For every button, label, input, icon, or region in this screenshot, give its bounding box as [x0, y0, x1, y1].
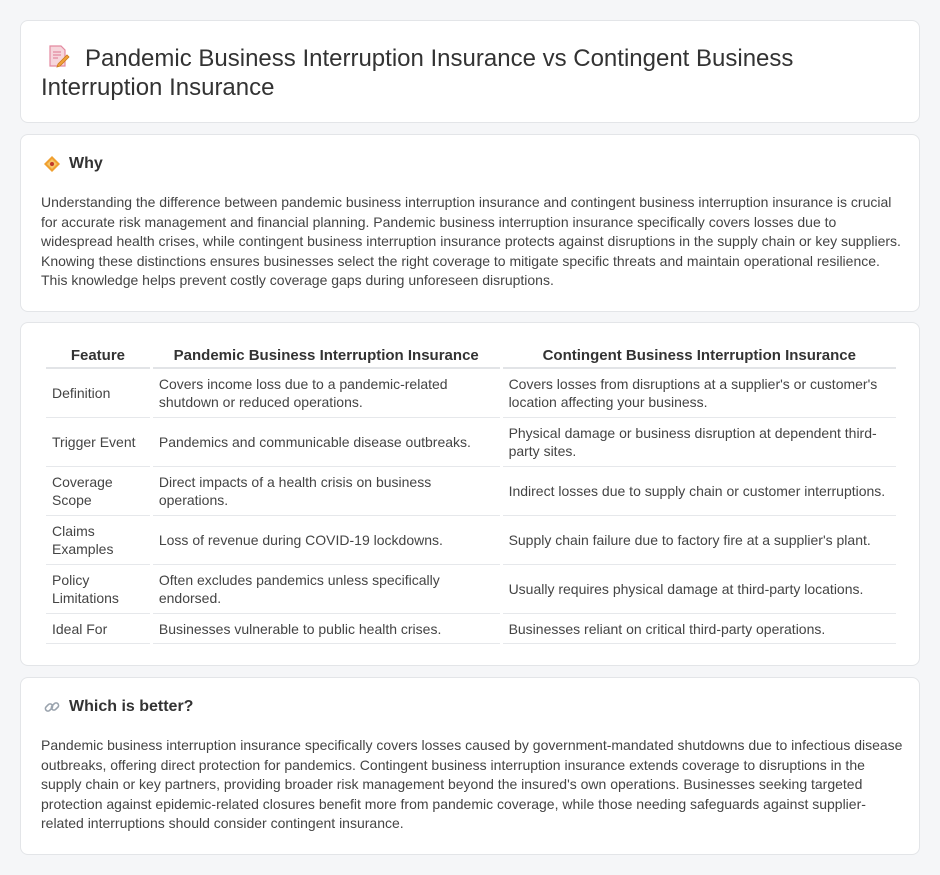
why-section	[20, 134, 920, 312]
comparison-table	[43, 343, 899, 644]
row-contingent: Covers losses from disruptions at a supplier's or customer's location affecting your business.	[503, 369, 896, 418]
row-pandemic: Covers income loss due to a pandemic-related shutdown or reduced operations.	[153, 369, 500, 418]
row-feature: Definition	[46, 369, 150, 418]
row-feature: Coverage Scope	[46, 467, 150, 516]
row-contingent: Indirect losses due to supply chain or customer interruptions.	[503, 467, 896, 516]
row-pandemic: Pandemics and communicable disease outbreaks.	[153, 418, 500, 467]
row-feature: Claims Examples	[46, 516, 150, 565]
row-contingent: Usually requires physical damage at third-party locations.	[503, 565, 896, 614]
comparison-card	[20, 322, 920, 666]
table-row	[46, 418, 896, 467]
row-feature: Policy Limitations	[46, 565, 150, 614]
row-feature: Trigger Event	[46, 418, 150, 467]
table-header-pandemic: Pandemic Business Interruption Insurance	[153, 343, 500, 369]
which-better-section	[20, 677, 920, 855]
title-label: Pandemic Business Interruption Insurance vs Contingent Business Interruption Insurance	[41, 45, 794, 101]
why-body: Understanding the difference between pandemic business interruption insurance and contingent business interruption insurance is crucial for accurate risk management and financial planning. Pandemic business interruption insurance specifically covers losses due to widespread health crises, while contingent business interruption insurance protects against disruptions in the supply chain or key suppliers. Knowing these distinctions ensures businesses select the right coverage to mitigate specific threats and maintain operational resilience. This knowledge helps prevent costly coverage gaps during unforeseen disruptions.	[41, 194, 901, 289]
row-pandemic: Direct impacts of a health crisis on business operations.	[153, 467, 500, 516]
table-row	[46, 467, 896, 516]
better-heading: Which is better?	[69, 698, 194, 715]
row-pandemic: Loss of revenue during COVID-19 lockdowns.	[153, 516, 500, 565]
warning-diamond-icon	[43, 155, 61, 173]
row-contingent: Supply chain failure due to factory fire at a supplier's plant.	[503, 516, 896, 565]
better-heading-row	[43, 698, 193, 716]
page-title	[41, 43, 901, 102]
table-header-contingent: Contingent Business Interruption Insurance	[503, 343, 896, 369]
table-header-row	[46, 343, 896, 369]
table-row	[46, 565, 896, 614]
title-card	[20, 20, 920, 123]
table-row	[46, 516, 896, 565]
row-pandemic: Often excludes pandemics unless specifically endorsed.	[153, 565, 500, 614]
row-contingent: Businesses reliant on critical third-party operations.	[503, 614, 896, 644]
row-feature: Ideal For	[46, 614, 150, 644]
link-icon	[43, 698, 61, 716]
table-row	[46, 614, 896, 644]
row-contingent: Physical damage or business disruption at dependent third-party sites.	[503, 418, 896, 467]
table-header-feature: Feature	[46, 343, 150, 369]
page-title-text	[41, 43, 901, 102]
why-heading: Why	[69, 155, 103, 172]
table-row	[46, 369, 896, 418]
document-edit-icon	[45, 43, 71, 69]
row-pandemic: Businesses vulnerable to public health crises.	[153, 614, 500, 644]
better-body: Pandemic business interruption insurance specifically covers losses caused by government-mandated shutdowns due to infectious disease outbreaks, offering direct protection for pandemics. Contingent business interruption insurance extends coverage to disruptions in the supply chain or key partners, providing broader risk management beyond the insured's own operations. Businesses seeking targeted protection against epidemic-related closures benefit more from pandemic coverage, while those needing safeguards against supplier-related interruptions should consider contingent insurance.	[41, 737, 903, 832]
why-heading-row	[43, 155, 103, 173]
